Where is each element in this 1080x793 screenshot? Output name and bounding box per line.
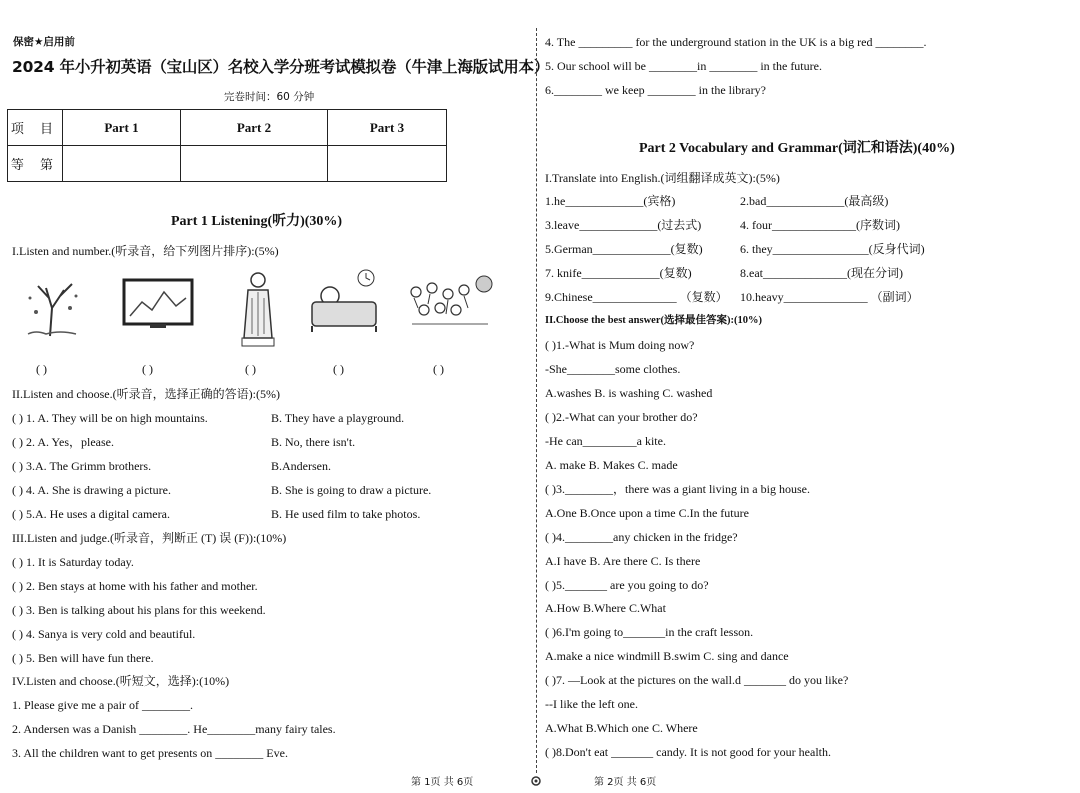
vocab-item: 4. four______________(序数词) <box>740 218 900 232</box>
question-item: ( ) 1. A. They will be on high mountains. <box>12 411 208 425</box>
options-line: A. make B. Makes C. made <box>545 458 678 472</box>
exam-time: 完卷时间：60 分钟 <box>224 91 315 103</box>
part2-heading: Part 2 Vocabulary and Grammar(词汇和语法)(40%) <box>639 141 955 156</box>
question-item: ( ) 5. Ben will have fun there. <box>12 651 154 665</box>
question-item: ( ) 2. Ben stays at home with his father and mother. <box>12 579 258 593</box>
section-title: IV.Listen and choose.(听短文，选择):(10%) <box>12 674 230 688</box>
question-item: ( )4.________any chicken in the fridge? <box>545 530 738 544</box>
options-line: A.What B.Which one C. Where <box>545 721 698 735</box>
vocab-item: 9.Chinese______________ （复数） <box>545 290 728 304</box>
statue-icon <box>238 268 278 352</box>
question-item: ( ) 4. Sanya is very cold and beautiful. <box>12 627 196 641</box>
score-input-cell[interactable] <box>181 146 328 182</box>
vocab-item: 7. knife_____________(复数) <box>545 266 692 280</box>
question-item: 2. Andersen was a Danish ________. He________many fairy tales. <box>12 722 336 736</box>
option-b: B. She is going to draw a picture. <box>271 483 432 497</box>
section-title: II.Choose the best answer(选择最佳答案):(10%) <box>545 315 762 326</box>
option-b: B. He used film to take photos. <box>271 507 421 521</box>
score-input-cell[interactable] <box>63 146 181 182</box>
children-group-icon <box>404 268 494 332</box>
question-item: ( )7. —Look at the pictures on the wall.d _______ do you like? <box>545 673 849 687</box>
score-cell: Part 3 <box>328 110 447 146</box>
options-line: A.One B.Once upon a time C.In the future <box>545 506 749 520</box>
vocab-item: 5.German_____________(复数) <box>545 242 703 256</box>
option-b: B. They have a playground. <box>271 411 405 425</box>
options-line: A.I have B. Are there C. Is there <box>545 554 701 568</box>
tree-icon <box>16 268 88 338</box>
vocab-item: 3.leave_____________(过去式) <box>545 218 702 232</box>
page-footer: 第 2页 共 6页 <box>594 777 657 788</box>
options-line: A.washes B. is washing C. washed <box>545 386 713 400</box>
vocab-item: 10.heavy______________ （副词） <box>740 290 919 304</box>
score-table-grade-row <box>8 146 447 182</box>
tv-icon <box>122 268 194 330</box>
exam-title: 2024 年小升初英语（宝山区）名校入学分班考试模拟卷（牛津上海版试用本） <box>12 58 550 76</box>
question-item: ( )8.Don't eat _______ candy. It is not good for your health. <box>545 745 831 759</box>
score-cell: Part 2 <box>181 110 328 146</box>
score-table <box>7 109 447 182</box>
score-table-header-row <box>8 110 447 146</box>
score-cell: Part 1 <box>63 110 181 146</box>
question-item: -She________some clothes. <box>545 362 681 376</box>
question-item: 1. Please give me a pair of ________. <box>12 698 193 712</box>
answer-paren[interactable]: ( ) <box>433 362 444 376</box>
page-divider <box>536 28 537 773</box>
question-item: ( ) 4. A. She is drawing a picture. <box>12 483 171 497</box>
score-input-cell[interactable] <box>328 146 447 182</box>
part1-heading: Part 1 Listening(听力)(30%) <box>171 214 343 229</box>
vocab-item: 8.eat______________(现在分词) <box>740 266 903 280</box>
question-item: ( )5._______ are you going to do? <box>545 578 709 592</box>
score-cell: 等 第 <box>8 146 63 182</box>
question-item: ( )3.________，there was a giant living in a big house. <box>545 482 810 496</box>
question-item: ( ) 3. Ben is talking about his plans for this weekend. <box>12 603 266 617</box>
score-cell: 项 目 <box>8 110 63 146</box>
listening-pictures <box>0 268 520 338</box>
question-item: 3. All the children want to get presents on ________ Eve. <box>12 746 288 760</box>
question-item: ( ) 3.A. The Grimm brothers. <box>12 459 152 473</box>
section-title: II.Listen and choose.(听录音，选择正确的答语):(5%) <box>12 387 280 401</box>
question-item: -He can_________a kite. <box>545 434 666 448</box>
section-title: III.Listen and judge.(听录音，判断正 (T) 误 (F)):(10%) <box>12 531 287 545</box>
section-title: I.Translate into English.(词组翻译成英文):(5%) <box>545 171 780 185</box>
sick-child-icon <box>308 268 380 332</box>
question-item: 6.________ we keep ________ in the library? <box>545 83 766 97</box>
answer-paren[interactable]: ( ) <box>333 362 344 376</box>
question-item: ( ) 1. It is Saturday today. <box>12 555 134 569</box>
question-item: --I like the left one. <box>545 697 638 711</box>
options-line: A.How B.Where C.What <box>545 601 666 615</box>
page-footer: 第 1页 共 6页 <box>411 777 474 788</box>
question-item: ( ) 2. A. Yes，please. <box>12 435 114 449</box>
question-item: ( )2.-What can your brother do? <box>545 410 698 424</box>
question-item: ( ) 5.A. He uses a digital camera. <box>12 507 170 521</box>
question-item: 5. Our school will be ________in ________ in the future. <box>545 59 822 73</box>
section-title: I.Listen and number.(听录音，给下列图片排序):(5%) <box>12 244 279 258</box>
answer-paren[interactable]: ( ) <box>142 362 153 376</box>
vocab-item: 1.he_____________(宾格) <box>545 194 676 208</box>
question-item: ( )1.-What is Mum doing now? <box>545 338 695 352</box>
right-page <box>540 0 1080 793</box>
vocab-item: 2.bad_____________(最高级) <box>740 194 889 208</box>
question-item: 4. The _________ for the underground station in the UK is a big red ________. <box>545 35 927 49</box>
answer-paren[interactable]: ( ) <box>36 362 47 376</box>
vocab-item: 6. they________________(反身代词) <box>740 242 925 256</box>
option-b: B. No, there isn't. <box>271 435 356 449</box>
option-b: B.Andersen. <box>271 459 331 473</box>
confidential-label: 保密★启用前 <box>13 36 75 48</box>
options-line: A.make a nice windmill B.swim C. sing and dance <box>545 649 789 663</box>
answer-paren[interactable]: ( ) <box>245 362 256 376</box>
question-item: ( )6.I'm going to_______in the craft lesson. <box>545 625 754 639</box>
